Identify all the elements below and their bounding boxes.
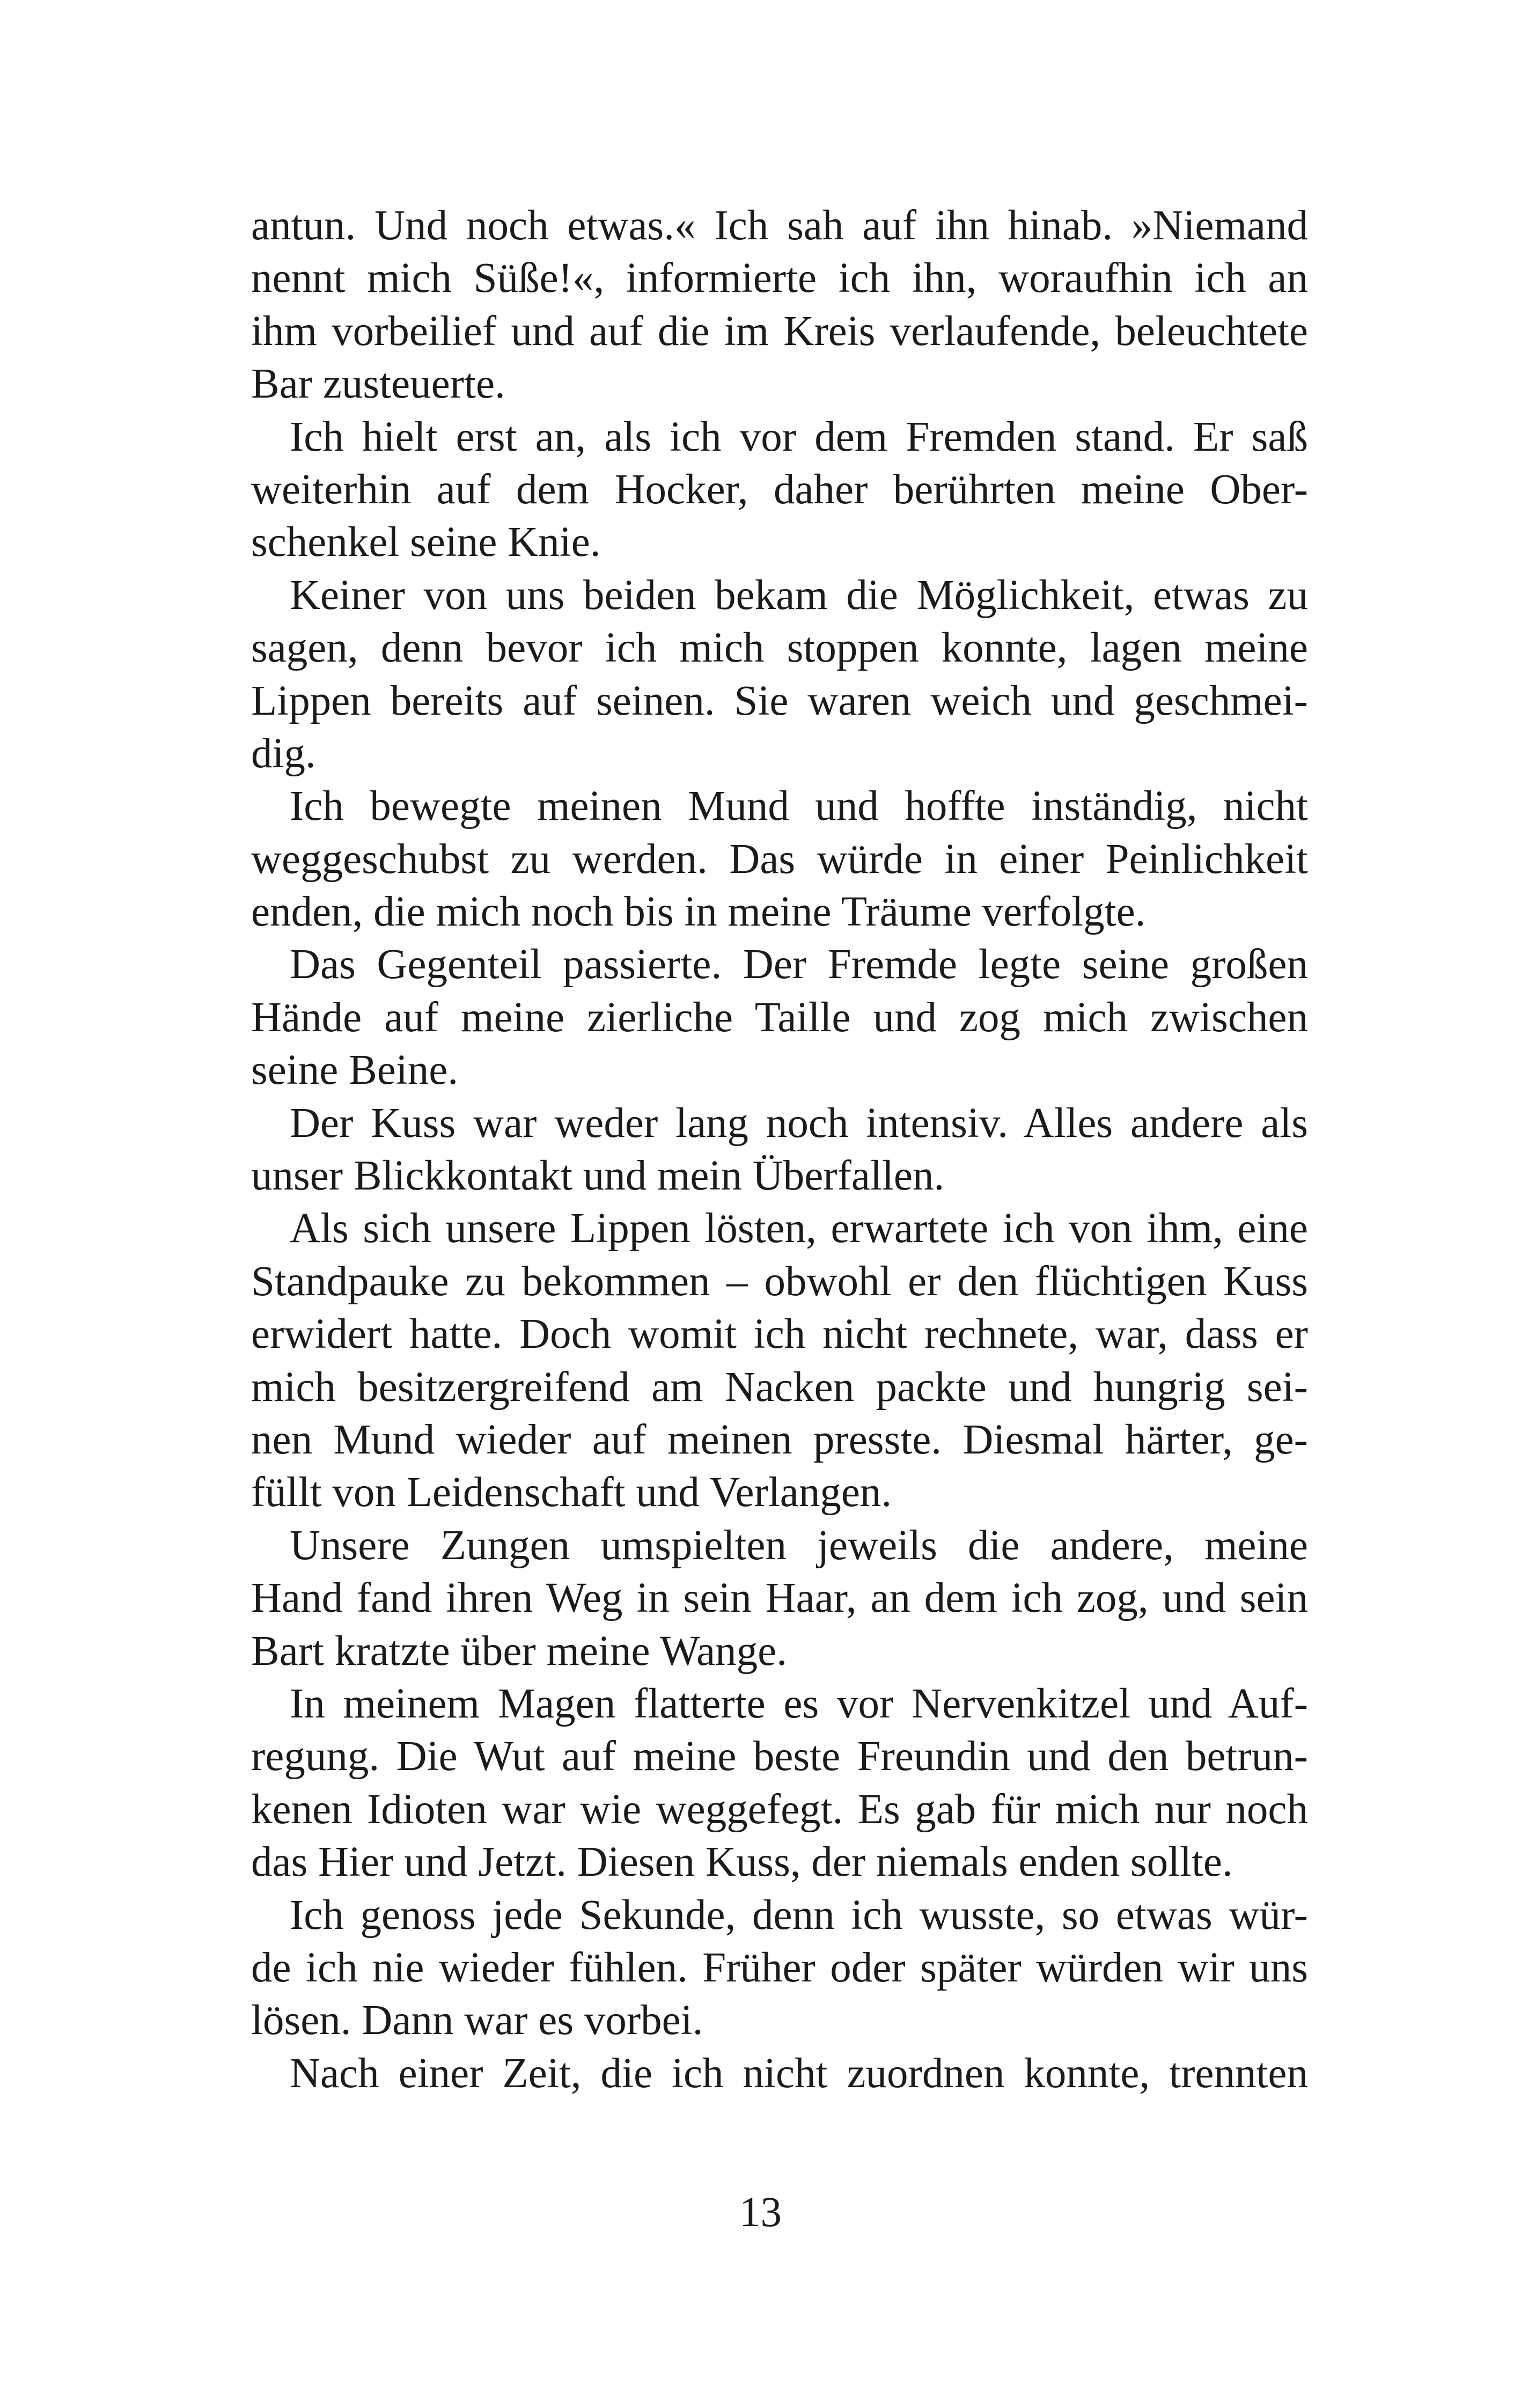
text-line: In meinem Magen flatterte es vor Nervenkitzel und Auf-: [290, 1680, 1308, 1727]
text-line: mich besitzergreifend am Nacken packte und hungrig sei-: [251, 1363, 1308, 1411]
text-line: Nach einer Zeit, die ich nicht zuordnen konnte, trennten: [290, 2050, 1308, 2097]
text-line: enden, die mich noch bis in meine Träume verfolgte.: [251, 889, 1146, 936]
text-line: de ich nie wieder fühlen. Früher oder später würden wir uns: [251, 1944, 1308, 1991]
text-line: Unsere Zungen umspielten jeweils die andere, meine: [290, 1522, 1308, 1569]
text-line: nennt mich Süße!«, informierte ich ihn, woraufhin ich an: [251, 255, 1308, 302]
text-line: Lippen bereits auf seinen. Sie waren weich und geschmei-: [251, 677, 1308, 724]
text-line: nen Mund wieder auf meinen presste. Diesmal härter, ge-: [251, 1416, 1308, 1463]
text-line: seine Beine.: [251, 1047, 459, 1094]
text-line: kenen Idioten war wie weggefegt. Es gab für mich nur noch: [251, 1786, 1308, 1833]
text-line: weiterhin auf dem Hocker, daher berührten meine Ober-: [251, 466, 1308, 513]
text-line: Bar zusteuerte.: [251, 361, 505, 408]
body-text: [251, 200, 1308, 2100]
text-line: Bart kratzte über meine Wange.: [251, 1627, 787, 1675]
text-line: Als sich unsere Lippen lösten, erwartete ich von ihm, eine: [290, 1205, 1308, 1252]
text-line: Ich hielt erst an, als ich vor dem Fremden stand. Er saß: [290, 413, 1308, 460]
page-number: 13: [739, 2189, 782, 2236]
text-line: erwidert hatte. Doch womit ich nicht rechnete, war, dass er: [251, 1311, 1308, 1358]
text-line: Hände auf meine zierliche Taille und zog mich zwischen: [251, 994, 1308, 1041]
text-line: dig.: [251, 730, 316, 777]
text-line: Hand fand ihren Weg in sein Haar, an dem ich zog, und sein: [251, 1575, 1308, 1622]
text-line: Das Gegenteil passierte. Der Fremde legte seine großen: [290, 941, 1308, 988]
text-line: unser Blickkontakt und mein Überfallen.: [251, 1152, 945, 1200]
text-line: sagen, denn bevor ich mich stoppen konnte, lagen meine: [251, 625, 1308, 672]
text-line: Ich genoss jede Sekunde, denn ich wusste, so etwas wür-: [290, 1891, 1308, 1939]
text-line: füllt von Leidenschaft und Verlangen.: [251, 1469, 892, 1516]
text-line: Der Kuss war weder lang noch intensiv. Alles andere als: [290, 1099, 1308, 1147]
text-line: weggeschubst zu werden. Das würde in einer Peinlichkeit: [251, 835, 1308, 883]
text-line: regung. Die Wut auf meine beste Freundin und den betrun-: [251, 1733, 1308, 1780]
text-line: Standpauke zu bekommen – obwohl er den flüchtigen Kuss: [251, 1258, 1308, 1305]
text-line: Ich bewegte meinen Mund und hoffte inständig, nicht: [290, 783, 1308, 830]
text-line: lösen. Dann war es vorbei.: [251, 1997, 703, 2044]
text-line: ihm vorbeilief und auf die im Kreis verlaufende, beleuchtete: [251, 307, 1308, 355]
text-line: Keiner von uns beiden bekam die Möglichkeit, etwas zu: [290, 571, 1308, 619]
text-line: das Hier und Jetzt. Diesen Kuss, der niemals enden sollte.: [251, 1839, 1233, 1886]
text-line: antun. Und noch etwas.« Ich sah auf ihn hinab. »Niemand: [251, 202, 1308, 249]
text-line: schenkel seine Knie.: [251, 519, 601, 566]
